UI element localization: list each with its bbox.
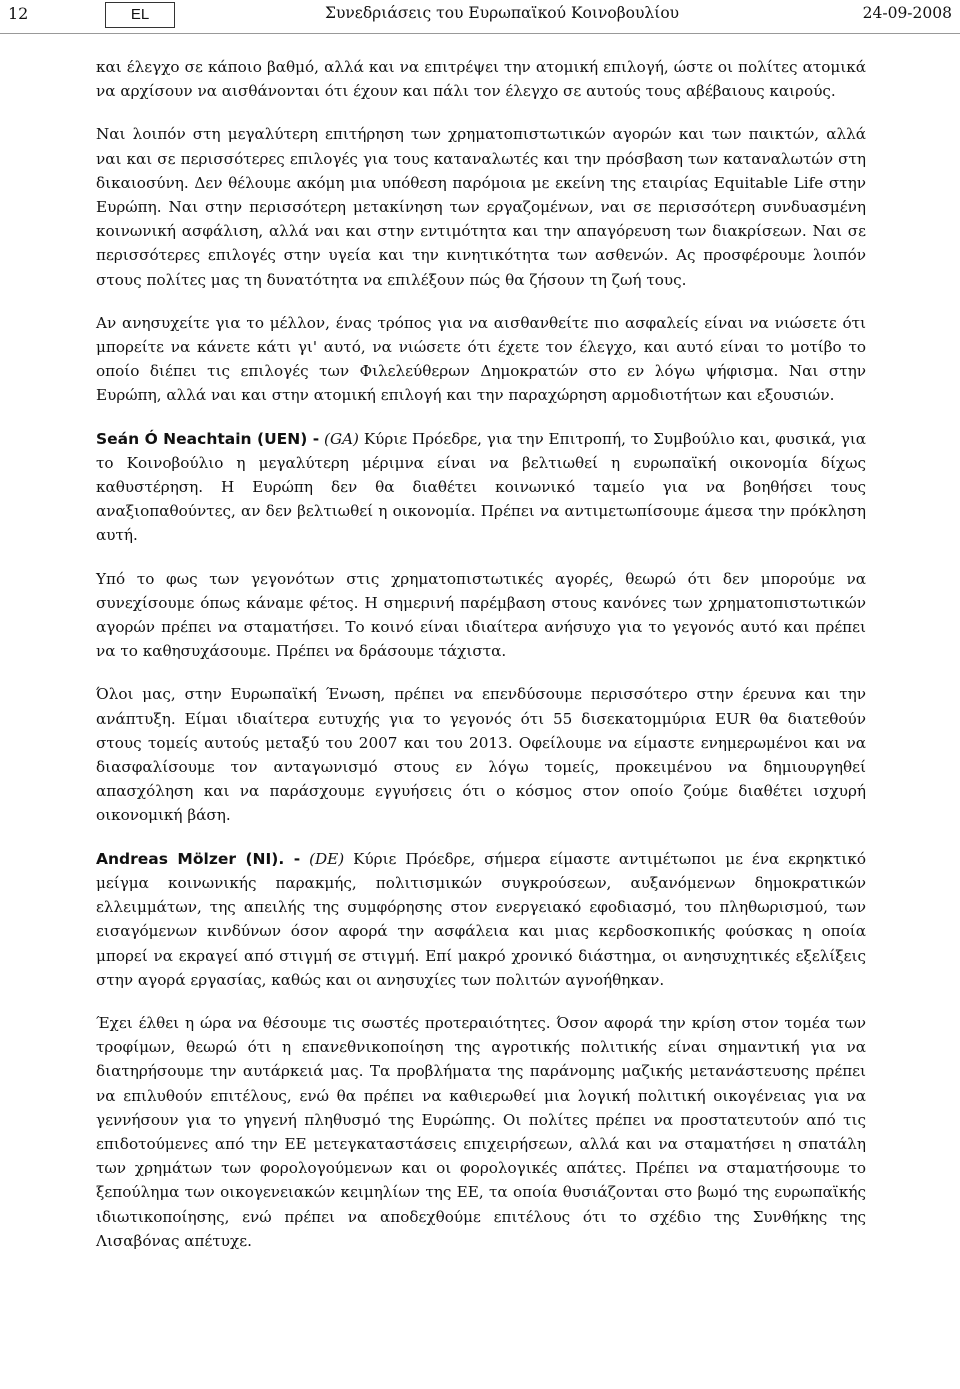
paragraph: Έχει έλθει η ώρα να θέσουμε τις σωστές προτεραιότητες. Όσον αφορά την κρίση στον τομέα των τροφίμων, θεωρώ ότι η επανεθνικοποίηση της αγροτικής πολιτικής είναι σημαντική για να διατηρήσουμε την αυτάρκειά μας. Τα προβλήματα της παράνομης μαζικής μετανάστευσης πρέπει να επιλυθούν επιτέλους, ενώ θα πρέπει να καθιερωθεί μια λογική πολιτική οικογένειας για να γεννήσουν για το γηγενή πληθυσμό της Ευρώπης. Οι πολίτες πρέπει να προστατευτούν από τις επιδοτούμενες από την ΕΕ μετεγκαταστάσεις επιχειρήσεων, αλλά και να σταματήσει η σπατάλη των χρημάτων των φορολογούμενων και οι φορολογικές απάτες. Πρέπει να σταματήσουμε το ξεπούλημα των οικογενειακών κειμηλίων της ΕΕ, τα οποία θυσιάζονται στο βωμό της ευρωπαϊκής ιδιωτικοποίησης, ενώ πρέπει να αποδεχθούμε επιτέλους ότι το σχέδιο της Συνθήκης της Λισαβόνας απέτυχε. [96,1013,866,1250]
speaker-name: Seán Ó Neachtain (UEN) - [96,429,320,448]
paragraph: Υπό το φως των γεγονότων στις χρηματοπιστωτικές αγορές, θεωρώ ότι δεν μπορούμε να συνεχίσουμε όπως κάναμε φέτος. Η σημερινή παρέμβαση στους κανόνες των χρηματοπιστωτικών αγορών πρέπει να σταματήσει. Το κοινό είναι ιδιαίτερα ανήσυχο για το γεγονός αυτό και πρέπει να το καθησυχάσουμε. Πρέπει να δράσουμε τάχιστα. [96,569,866,661]
page-header [0,0,960,30]
speech-text: Κύριε Πρόεδρε, σήμερα είμαστε αντιμέτωποι με ένα εκρηκτικό μείγμα κοινωνικής παρακμής, πολιτισμικών συγκρούσεων, αυξανόμενων δημοκρατικών ελλειμμάτων, της απειλής της συμφόρησης στον ενεργειακό εφοδιασμό, του πληθωρισμού, των εισαγόμενων κινδύνων όσον αφορά την ασφάλεια και μιας κερδοσκοπικής φούσκας η οποία μπορεί να εκραγεί από στιγμή σε στιγμή. Επί μακρό χρονικό διάστημα, οι ανησυχητικές εξελίξεις στην αγορά εργασίας, καθώς και οι ανησυχίες των πολιτών αγνοήθηκαν. [96,849,867,989]
document-body [96,55,866,1272]
paragraph: και έλεγχο σε κάποιο βαθμό, αλλά και να επιτρέψει την ατομική επιλογή, ώστε οι πολίτες ατομικά να αρχίσουν να αισθάνονται ότι έχουν και πάλι τον έλεγχο σε αυτούς τους αβέβαιους καιρούς. [96,58,866,101]
speech-paragraph [96,847,866,992]
speech-text: Κύριε Πρόεδρε, για την Επιτροπή, το Συμβούλιο και, φυσικά, για το Κοινοβούλιο η μεγαλύτερη μέριμνα είναι να βελτιωθεί η ευρωπαϊκή οικονομία δίχως καθυστέρηση. Η Ευρώπη δεν θα διαθέτει κοινωνικό ταμείο για να βοηθήσει τους αναξιοπαθούντες, αν δεν βελτιωθεί η οικονομία. Πρέπει να αντιμετωπίσουμε άμεσα την πρόκληση αυτή. [96,429,867,545]
document-title: Συνεδριάσεις του Ευρωπαϊκού Κοινοβουλίου [325,4,680,22]
document-date: 24-09-2008 [862,4,952,22]
speech-language: (GA) [324,429,359,448]
speech-language: (DE) [309,849,345,868]
speaker-name: Andreas Mölzer (NI). - [96,849,301,868]
header-divider [0,33,960,34]
paragraph: Ναι λοιπόν στη μεγαλύτερη επιτήρηση των χρηματοπιστωτικών αγορών και των παικτών, αλλά ναι και σε περισσότερες επιλογές για τους καταναλωτές και την πρόσβαση των καταναλωτών στη δικαιοσύνη. Δεν θέλουμε ακόμη μια υπόθεση παρόμοια με εκείνη της εταιρίας Equitable Life στην Ευρώπη. Ναι στην περισσότερη μετακίνηση των εργαζομένων, ναι σε περισσότερη συνδυασμένη κοινωνική ασφάλιση, αλλά ναι και στην εντιμότητα και την απαγόρευση των διακρίσεων. Ναι σε περισσότερες επιλογές στην υγεία και την κινητικότητα των ασθενών. Ας προσφέρουμε λοιπόν στους πολίτες μας τη δυνατότητα να επιλέξουν πώς θα ζήσουν τη ζωή τους. [96,125,866,289]
language-badge: EL [105,2,175,28]
page-number: 12 [8,4,29,23]
paragraph: Όλοι μας, στην Ευρωπαϊκή Ένωση, πρέπει να επενδύσουμε περισσότερο στην έρευνα και την ανάπτυξη. Είμαι ιδιαίτερα ευτυχής για το γεγονός ότι 55 δισεκατομμύρια EUR θα διατεθούν στους τομείς αυτούς μεταξύ του 2007 και του 2013. Οφείλουμε να είμαστε ενημερωμένοι και να διασφαλίσουμε τον ανταγωνισμό στους εν λόγω τομείς, προκειμένου να δημιουργηθεί απασχόληση και να παράσχουμε εγγυήσεις ότι ο κόσμος στον οποίο ζούμε διαθέτει ισχυρή οικονομική βάση. [96,685,866,825]
speech-paragraph [96,427,866,548]
paragraph: Αν ανησυχείτε για το μέλλον, ένας τρόπος για να αισθανθείτε πιο ασφαλείς είναι να νιώσετε ότι μπορείτε να κάνετε κάτι γι' αυτό, να νιώσετε ότι έχετε τον έλεγχο, και αυτό είναι το μοτίβο το οποίο διέπει τις επιλογές των Φιλελεύθερων Δημοκρατών στο εν λόγω ψήφισμα. Ναι στην Ευρώπη, αλλά ναι και στην ατομική επιλογή και την παραχώρηση αρμοδιοτήτων και εξουσιών. [96,313,866,405]
